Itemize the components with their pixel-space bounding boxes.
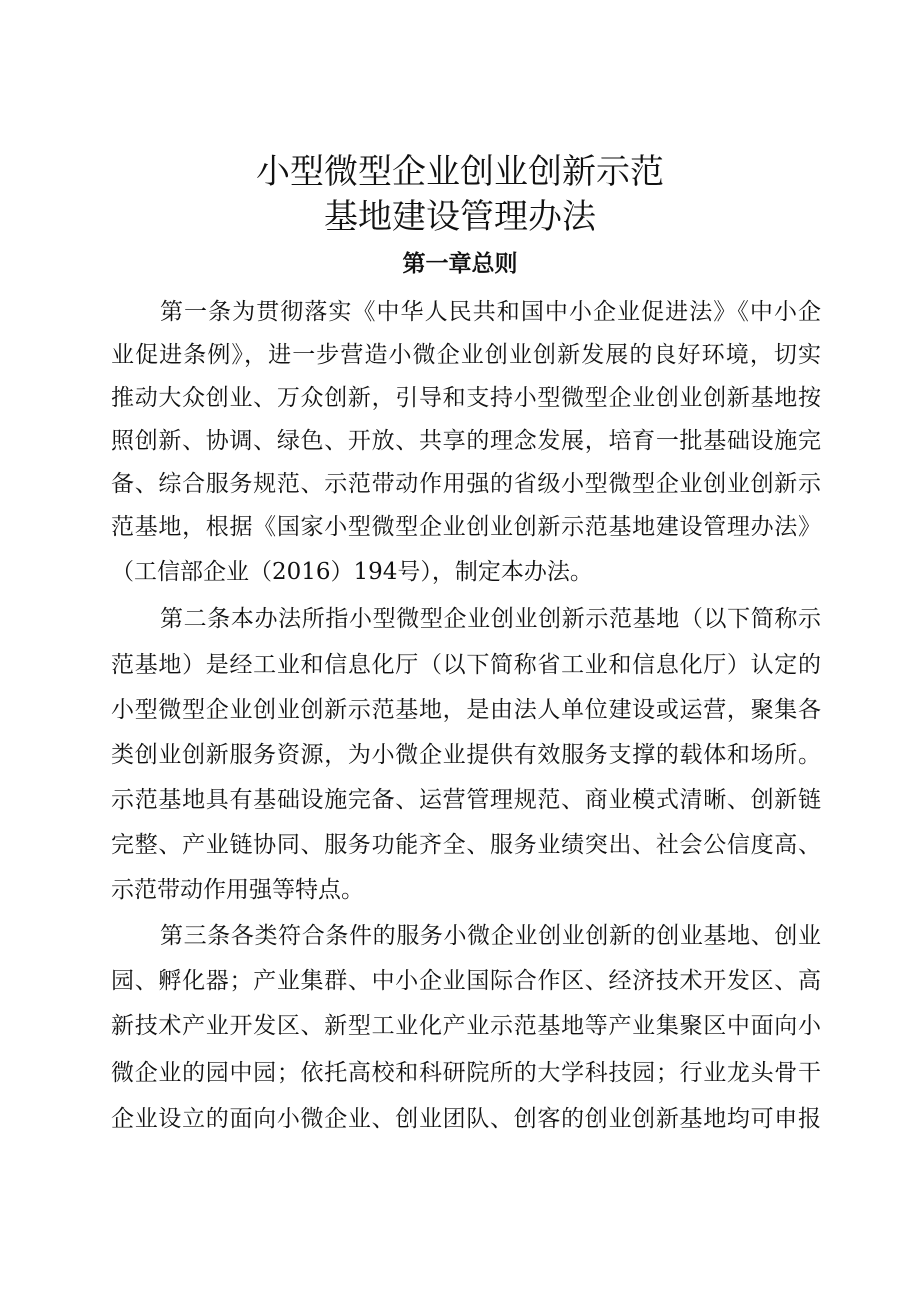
paragraph-line: 第一条为贯彻落实《中华人民共和国中小企业促进法》《中小企 <box>160 299 821 325</box>
paragraph-line: 新技术产业开发区、新型工业化产业示范基地等产业集聚区中面向小 <box>111 1013 821 1039</box>
paragraph-line: 企业设立的面向小微企业、创业团队、创客的创业创新基地均可申报 <box>111 1106 821 1132</box>
paragraph-line: 示范带动作用强等特点。 <box>111 877 364 903</box>
document-title-line-1: 小型微型企业创业创新示范 <box>256 152 664 192</box>
paragraph-line: 范基地）是经工业和信息化厅（以下简称省工业和信息化厅）认定的 <box>111 652 821 678</box>
paragraph-line: 完整、产业链协同、服务功能齐全、服务业绩突出、社会公信度高、 <box>111 832 821 858</box>
paragraph-line: 第二条本办法所指小型微型企业创业创新示范基地（以下简称示 <box>160 606 821 632</box>
document-title-line-2: 基地建设管理办法 <box>324 197 596 237</box>
paragraph-line: 类创业创新服务资源，为小微企业提供有效服务支撑的载体和场所。 <box>111 742 821 768</box>
chapter-heading: 第一章总则 <box>402 250 518 277</box>
paragraph-line: 范基地，根据《国家小型微型企业创业创新示范基地建设管理办法》 <box>111 514 821 540</box>
paragraph-line: 示范基地具有基础设施完备、运营管理规范、商业模式清晰、创新链 <box>111 787 821 813</box>
paragraph-line: 照创新、协调、绿色、开放、共享的理念发展，培育一批基础设施完 <box>111 428 821 454</box>
paragraph-line: 推动大众创业、万众创新，引导和支持小型微型企业创业创新基地按 <box>111 385 821 411</box>
paragraph-line: 备、综合服务规范、示范带动作用强的省级小型微型企业创业创新示 <box>111 471 821 497</box>
paragraph-line: 微企业的园中园；依托高校和科研院所的大学科技园；行业龙头骨干 <box>111 1060 821 1086</box>
paragraph-line: 业促进条例》，进一步营造小微企业创业创新发展的良好环境，切实 <box>111 342 821 368</box>
paragraph-line: 园、孵化器；产业集群、中小企业国际合作区、经济技术开发区、高 <box>111 968 821 994</box>
paragraph-line: 小型微型企业创业创新示范基地，是由法人单位建设或运营，聚集各 <box>111 697 821 723</box>
paragraph-line: 第三条各类符合条件的服务小微企业创业创新的创业基地、创业 <box>160 923 821 949</box>
paragraph-line: （工信部企业（2016）194号），制定本办法。 <box>111 559 593 585</box>
